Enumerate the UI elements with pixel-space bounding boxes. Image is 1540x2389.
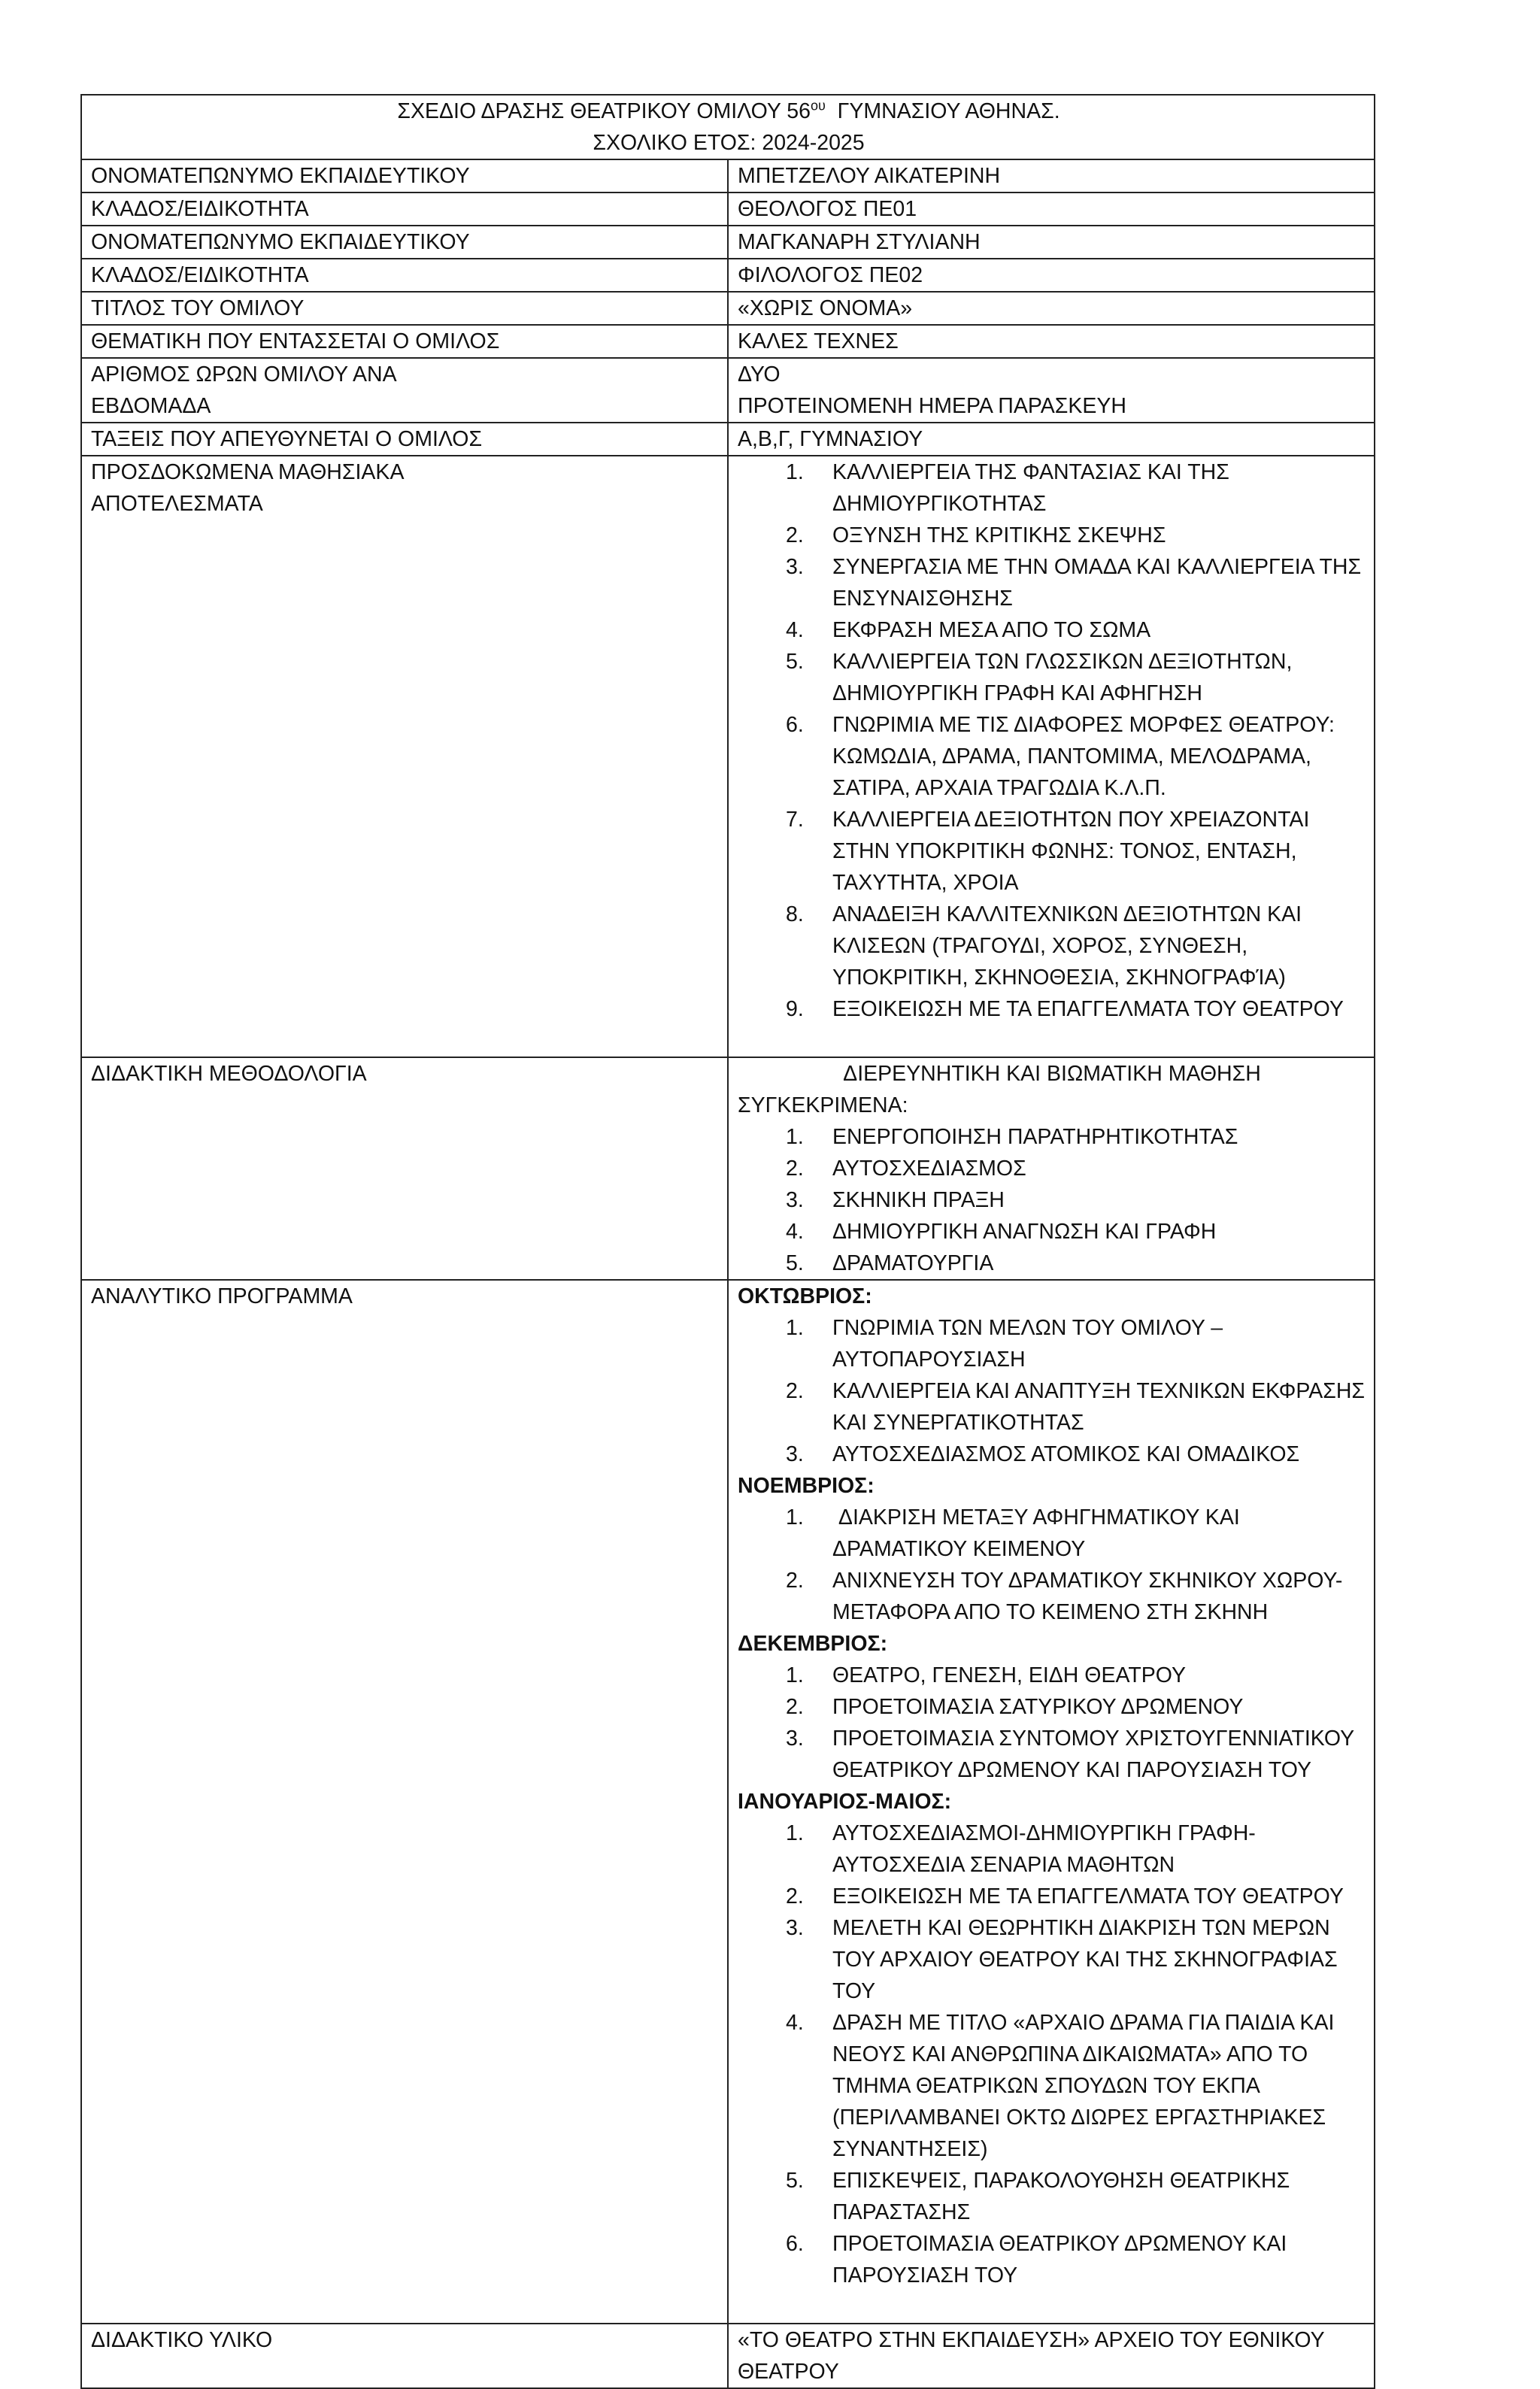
month-list xyxy=(738,1502,1366,1628)
program-row xyxy=(81,1280,1375,2324)
row-value: ΜΠΕΤΖΕΛΟΥ ΑΙΚΑΤΕΡΙΝΗ xyxy=(728,159,1375,193)
row-label: ΚΛΑΔΟΣ/ΕΙΔΙΚΟΤΗΤΑ xyxy=(81,259,728,292)
action-plan-table xyxy=(80,94,1375,2389)
list-item-text: ΚΑΛΛΙΕΡΓΕΙΑ ΔΕΞΙΟΤΗΤΩΝ ΠΟΥ ΧΡΕΙΑΖΟΝΤΑΙ ΣΤΗΝ ΥΠΟΚΡΙΤΙΚΗ ΦΩΝΗΣ: ΤΟΝΟΣ, ΕΝΤΑΣΗ, ΤΑΧΥΤΗΤΑ, ΧΡΟΙΑ xyxy=(832,808,1316,895)
list-item-text: ΔΡΑΣΗ ΜΕ ΤΙΤΛΟ «ΑΡΧΑΙΟ ΔΡΑΜΑ ΓΙΑ ΠΑΙΔΙΑ ΚΑΙ ΝΕΟΥΣ ΚΑΙ ΑΝΘΡΩΠΙΝΑ ΔΙΚΑΙΩΜΑΤΑ» ΑΠΟ ΤΟ ΤΜΗΜΑ ΘΕΑΤΡΙΚΩΝ ΣΠΟΥΔΩΝ ΤΟΥ ΕΚΠΑ (ΠΕΡΙΛΑΜΒΑΝΕΙ ΟΚΤΩ ΔΙΩΡΕΣ ΕΡΓΑΣΤΗΡΙΑΚΕΣ ΣΥΝΑΝΤΗΣΕΙΣ) xyxy=(832,2011,1341,2161)
table-row xyxy=(81,159,1375,193)
list-item xyxy=(738,1216,1366,1248)
hours-label-line: ΑΡΙΘΜΟΣ ΩΡΩΝ ΟΜΙΛΟΥ ΑΝΑ xyxy=(91,362,397,387)
list-item-number: 2. xyxy=(786,1695,804,1719)
list-item-text: ΠΡΟΕΤΟΙΜΑΣΙΑ ΣΥΝΤΟΜΟΥ ΧΡΙΣΤΟΥΓΕΝΝΙΑΤΙΚΟΥ ΘΕΑΤΡΙΚΟΥ ΔΡΩΜΕΝΟΥ ΚΑΙ ΠΑΡΟΥΣΙΑΣΗ ΤΟΥ xyxy=(832,1727,1360,1782)
list-item-text: ΣΚΗΝΙΚΗ ΠΡΑΞΗ xyxy=(832,1188,1005,1212)
outcomes-list xyxy=(738,456,1366,1025)
material-value: «ΤΟ ΘΕΑΤΡΟ ΣΤΗΝ ΕΚΠΑΙΔΕΥΣΗ» ΑΡΧΕΙΟ ΤΟΥ ΕΘΝΙΚΟΥ ΘΕΑΤΡΟΥ xyxy=(728,2324,1375,2388)
list-item xyxy=(738,456,1366,520)
table-row xyxy=(81,193,1375,226)
proposed-day: ΠΡΟΤΕΙΝΟΜΕΝΗ ΗΜΕΡΑ ΠΑΡΑΣΚΕΥΗ xyxy=(738,394,1126,418)
title-superscript: ου xyxy=(810,98,826,114)
school-year: ΣΧΟΛΙΚΟ ΕΤΟΣ: 2024-2025 xyxy=(593,131,865,155)
list-item xyxy=(738,1248,1366,1279)
row-value: ΘΕΟΛΟΓΟΣ ΠΕ01 xyxy=(728,193,1375,226)
title-suffix: ΓΥΜΝΑΣΙΟΥ ΑΘΗΝΑΣ. xyxy=(825,99,1060,123)
month-heading: ΙΑΝΟΥΑΡΙΟΣ-ΜΑΙΟΣ: xyxy=(738,1790,952,1814)
list-item-number: 1. xyxy=(786,1821,804,1845)
list-item-text: ΓΝΩΡΙΜΙΑ ΤΩΝ ΜΕΛΩΝ ΤΟΥ ΟΜΙΛΟΥ – ΑΥΤΟΠΑΡΟΥΣΙΑΣΗ xyxy=(832,1316,1228,1372)
list-item xyxy=(738,2165,1366,2228)
list-item xyxy=(738,1439,1366,1470)
list-item-text: ΠΡΟΕΤΟΙΜΑΣΙΑ ΣΑΤΥΡΙΚΟΥ ΔΡΩΜΕΝΟΥ xyxy=(832,1695,1244,1719)
row-label: ΟΝΟΜΑΤΕΠΩΝΥΜΟ ΕΚΠΑΙΔΕΥΤΙΚΟΥ xyxy=(81,159,728,193)
list-item-number: 1. xyxy=(786,1125,804,1149)
list-item-number: 2. xyxy=(786,523,804,547)
list-item-text: ΚΑΛΛΙΕΡΓΕΙΑ ΤΩΝ ΓΛΩΣΣΙΚΩΝ ΔΕΞΙΟΤΗΤΩΝ, ΔΗΜΙΟΥΡΓΙΚΗ ΓΡΑΦΗ ΚΑΙ ΑΦΗΓΗΣΗ xyxy=(832,650,1297,705)
program-value xyxy=(728,1280,1375,2324)
list-item-text: ΣΥΝΕΡΓΑΣΙΑ ΜΕ ΤΗΝ ΟΜΑΔΑ ΚΑΙ ΚΑΛΛΙΕΡΓΕΙΑ ΤΗΣ ΕΝΣΥΝΑΙΣΘΗΣΗΣ xyxy=(832,555,1368,611)
list-item xyxy=(738,1818,1366,1881)
list-item-text: ΑΥΤΟΣΧΕΔΙΑΣΜΟΣ xyxy=(832,1157,1026,1181)
list-item-number: 2. xyxy=(786,1884,804,1908)
list-item-text: ΑΝΙΧΝΕΥΣΗ ΤΟΥ ΔΡΑΜΑΤΙΚΟΥ ΣΚΗΝΙΚΟΥ ΧΩΡΟΥ-ΜΕΤΑΦΟΡΑ ΑΠΟ ΤΟ ΚΕΙΜΕΝΟ ΣΤΗ ΣΚΗΝΗ xyxy=(832,1569,1343,1624)
hours-value xyxy=(728,358,1375,423)
list-item-number: 2. xyxy=(786,1379,804,1403)
list-item xyxy=(738,993,1366,1025)
month-list xyxy=(738,1660,1366,1786)
list-item xyxy=(738,804,1366,899)
list-item-text: ΑΥΤΟΣΧΕΔΙΑΣΜΟΣ ΑΤΟΜΙΚΟΣ ΚΑΙ ΟΜΑΔΙΚΟΣ xyxy=(832,1442,1300,1466)
list-item xyxy=(738,614,1366,646)
title-prefix: ΣΧΕΔΙΟ ΔΡΑΣΗΣ ΘΕΑΤΡΙΚΟΥ ΟΜΙΛΟΥ 56 xyxy=(397,99,811,123)
row-value: ΜΑΓΚΑΝΑΡΗ ΣΤΥΛΙΑΝΗ xyxy=(728,226,1375,259)
methodology-row xyxy=(81,1057,1375,1280)
row-label: ΚΛΑΔΟΣ/ΕΙΔΙΚΟΤΗΤΑ xyxy=(81,193,728,226)
row-value: ΦΙΛΟΛΟΓΟΣ ΠΕ02 xyxy=(728,259,1375,292)
material-row xyxy=(81,2324,1375,2388)
list-item-text: ΔΗΜΙΟΥΡΓΙΚΗ ΑΝΑΓΝΩΣΗ ΚΑΙ ΓΡΑΦΗ xyxy=(832,1220,1217,1244)
month-heading: ΝΟΕΜΒΡΙΟΣ: xyxy=(738,1474,875,1498)
list-item-number: 3. xyxy=(786,1442,804,1466)
list-item xyxy=(738,1153,1366,1184)
hours-label xyxy=(81,358,728,423)
list-item-number: 3. xyxy=(786,555,804,579)
list-item-number: 6. xyxy=(786,2232,804,2256)
material-label: ΔΙΔΑΚΤΙΚΟ ΥΛΙΚΟ xyxy=(81,2324,728,2388)
list-item-text: ΕΠΙΣΚΕΨΕΙΣ, ΠΑΡΑΚΟΛΟΥΘΗΣΗ ΘΕΑΤΡΙΚΗΣ ΠΑΡΑΣΤΑΣΗΣ xyxy=(832,2169,1296,2224)
outcomes-label-line: ΠΡΟΣΔΟΚΩΜΕΝΑ ΜΑΘΗΣΙΑΚΑ xyxy=(91,460,405,484)
title-row xyxy=(81,95,1375,159)
list-item-text: ΟΞΥΝΣΗ ΤΗΣ ΚΡΙΤΙΚΗΣ ΣΚΕΨΗΣ xyxy=(832,523,1166,547)
list-item-number: 4. xyxy=(786,618,804,642)
list-item-number: 1. xyxy=(786,460,804,484)
list-item-text: ΕΚΦΡΑΣΗ ΜΕΣΑ ΑΠΟ ΤΟ ΣΩΜΑ xyxy=(832,618,1151,642)
month-list xyxy=(738,1312,1371,1470)
list-item xyxy=(738,1565,1366,1628)
list-item xyxy=(738,1723,1366,1786)
list-item-text: ΚΑΛΛΙΕΡΓΕΙΑ ΤΗΣ ΦΑΝΤΑΣΙΑΣ ΚΑΙ ΤΗΣ ΔΗΜΙΟΥΡΓΙΚΟΤΗΤΑΣ xyxy=(832,460,1235,516)
methodology-heading: ΔΙΕΡΕΥΝΗΤΙΚΗ ΚΑΙ ΒΙΩΜΑΤΙΚΗ ΜΑΘΗΣΗ xyxy=(843,1062,1261,1086)
hours-label-line: ΕΒΔΟΜΑΔΑ xyxy=(91,394,211,418)
list-item xyxy=(738,1121,1366,1153)
list-item xyxy=(738,551,1366,614)
list-item-number: 1. xyxy=(786,1505,804,1530)
month-list xyxy=(738,1818,1366,2291)
outcomes-row xyxy=(81,456,1375,1057)
row-label: ΤΙΤΛΟΣ ΤΟΥ ΟΜΙΛΟΥ xyxy=(81,292,728,325)
list-item-number: 3. xyxy=(786,1188,804,1212)
hours-row xyxy=(81,358,1375,423)
list-item xyxy=(738,1660,1366,1691)
list-item-text: ΜΕΛΕΤΗ ΚΑΙ ΘΕΩΡΗΤΙΚΗ ΔΙΑΚΡΙΣΗ ΤΩΝ ΜΕΡΩΝ ΤΟΥ ΑΡΧΑΙΟΥ ΘΕΑΤΡΟΥ ΚΑΙ ΤΗΣ ΣΚΗΝΟΓΡΑΦΙΑΣ ΤΟΥ xyxy=(832,1916,1344,2003)
list-item-text: ΑΥΤΟΣΧΕΔΙΑΣΜΟΙ-ΔΗΜΙΟΥΡΓΙΚΗ ΓΡΑΦΗ- ΑΥΤΟΣΧΕΔΙΑ ΣΕΝΑΡΙΑ ΜΑΘΗΤΩΝ xyxy=(832,1821,1261,1877)
outcomes-label xyxy=(81,456,728,1057)
list-item-number: 5. xyxy=(786,2169,804,2193)
list-item xyxy=(738,2007,1366,2165)
list-item xyxy=(738,1691,1366,1723)
methodology-list xyxy=(738,1121,1366,1279)
list-item xyxy=(738,1184,1366,1216)
row-value: «ΧΩΡΙΣ ΟΝΟΜΑ» xyxy=(728,292,1375,325)
list-item-text: ΠΡΟΕΤΟΙΜΑΣΙΑ ΘΕΑΤΡΙΚΟΥ ΔΡΩΜΕΝΟΥ ΚΑΙ ΠΑΡΟΥΣΙΑΣΗ ΤΟΥ xyxy=(832,2232,1293,2287)
table-row xyxy=(81,325,1375,358)
table-row xyxy=(81,292,1375,325)
list-item-number: 3. xyxy=(786,1916,804,1940)
methodology-value xyxy=(728,1057,1375,1280)
list-item-text: ΕΞΟΙΚΕΙΩΣΗ ΜΕ ΤΑ ΕΠΑΓΓΕΛΜΑΤΑ ΤΟΥ ΘΕΑΤΡΟΥ xyxy=(832,1884,1344,1908)
outcomes-label-line: ΑΠΟΤΕΛΕΣΜΑΤΑ xyxy=(91,492,263,516)
list-item-number: 6. xyxy=(786,713,804,737)
list-item-number: 1. xyxy=(786,1663,804,1687)
document-title xyxy=(91,95,1366,127)
list-item-number: 2. xyxy=(786,1157,804,1181)
list-item xyxy=(738,709,1366,804)
classes-label: ΤΑΞΕΙΣ ΠΟΥ ΑΠΕΥΘΥΝΕΤΑΙ Ο ΟΜΙΛΟΣ xyxy=(81,423,728,456)
methodology-label: ΔΙΔΑΚΤΙΚΗ ΜΕΘΟΔΟΛΟΓΙΑ xyxy=(81,1057,728,1280)
list-item xyxy=(738,2228,1366,2291)
hours-count: ΔΥΟ xyxy=(738,362,781,387)
list-item-text: ΔΙΑΚΡΙΣΗ ΜΕΤΑΞΥ ΑΦΗΓΗΜΑΤΙΚΟΥ ΚΑΙ ΔΡΑΜΑΤΙΚΟΥ ΚΕΙΜΕΝΟΥ xyxy=(832,1505,1245,1561)
month-heading: ΟΚΤΩΒΡΙΟΣ: xyxy=(738,1284,872,1308)
list-item xyxy=(738,1312,1366,1375)
list-item-text: ΘΕΑΤΡΟ, ΓΕΝΕΣΗ, ΕΙΔΗ ΘΕΑΤΡΟΥ xyxy=(832,1663,1187,1687)
classes-value: Α,Β,Γ, ΓΥΜΝΑΣΙΟΥ xyxy=(728,423,1375,456)
list-item-text: ΕΞΟΙΚΕΙΩΣΗ ΜΕ ΤΑ ΕΠΑΓΓΕΛΜΑΤΑ ΤΟΥ ΘΕΑΤΡΟΥ xyxy=(832,997,1344,1021)
list-item xyxy=(738,1881,1366,1912)
list-item xyxy=(738,520,1366,551)
list-item-number: 5. xyxy=(786,1251,804,1275)
list-item-number: 4. xyxy=(786,2011,804,2035)
list-item-text: ΕΝΕΡΓΟΠΟΙΗΣΗ ΠΑΡΑΤΗΡΗΤΙΚΟΤΗΤΑΣ xyxy=(832,1125,1238,1149)
classes-row xyxy=(81,423,1375,456)
list-item xyxy=(738,1375,1371,1439)
outcomes-value xyxy=(728,456,1375,1057)
list-item xyxy=(738,1502,1366,1565)
list-item-number: 8. xyxy=(786,902,804,926)
month-heading: ΔΕΚΕΜΒΡΙΟΣ: xyxy=(738,1632,888,1656)
list-item-text: ΓΝΩΡΙΜΙΑ ΜΕ ΤΙΣ ΔΙΑΦΟΡΕΣ ΜΟΡΦΕΣ ΘΕΑΤΡΟΥ: ΚΩΜΩΔΙΑ, ΔΡΑΜΑ, ΠΑΝΤΟΜΙΜΑ, ΜΕΛΟΔΡΑΜΑ, ΣΑΤΙΡΑ, ΑΡΧΑΙΑ ΤΡΑΓΩΔΙΑ Κ.Λ.Π. xyxy=(832,713,1341,800)
methodology-intro: ΣΥΓΚΕΚΡΙΜΕΝΑ: xyxy=(738,1093,908,1117)
row-value: ΚΑΛΕΣ ΤΕΧΝΕΣ xyxy=(728,325,1375,358)
list-item-number: 7. xyxy=(786,808,804,832)
list-item xyxy=(738,899,1366,993)
list-item-text: ΔΡΑΜΑΤΟΥΡΓΙΑ xyxy=(832,1251,994,1275)
list-item-number: 3. xyxy=(786,1727,804,1751)
list-item xyxy=(738,646,1366,709)
title-cell xyxy=(81,95,1375,159)
list-item-number: 9. xyxy=(786,997,804,1021)
list-item xyxy=(738,1912,1366,2007)
row-label: ΟΝΟΜΑΤΕΠΩΝΥΜΟ ΕΚΠΑΙΔΕΥΤΙΚΟΥ xyxy=(81,226,728,259)
program-label: ΑΝΑΛΥΤΙΚΟ ΠΡΟΓΡΑΜΜΑ xyxy=(81,1280,728,2324)
table-row xyxy=(81,226,1375,259)
list-item-number: 2. xyxy=(786,1569,804,1593)
list-item-number: 1. xyxy=(786,1316,804,1340)
list-item-number: 5. xyxy=(786,650,804,674)
table-row xyxy=(81,259,1375,292)
list-item-text: ΑΝΑΔΕΙΞΗ ΚΑΛΛΙΤΕΧΝΙΚΩΝ ΔΕΞΙΟΤΗΤΩΝ ΚΑΙ ΚΛΙΣΕΩΝ (ΤΡΑΓΟΥΔΙ, ΧΟΡΟΣ, ΣΥΝΘΕΣΗ, ΥΠΟΚΡΙΤΙΚΗ, ΣΚΗΝΟΘΕΣΙΑ, ΣΚΗΝΟΓΡΑΦΊΑ) xyxy=(832,902,1308,990)
row-label: ΘΕΜΑΤΙΚΗ ΠΟΥ ΕΝΤΑΣΣΕΤΑΙ Ο ΟΜΙΛΟΣ xyxy=(81,325,728,358)
list-item-text: ΚΑΛΛΙΕΡΓΕΙΑ ΚΑΙ ΑΝΑΠΤΥΞΗ ΤΕΧΝΙΚΩΝ ΕΚΦΡΑΣΗΣ ΚΑΙ ΣΥΝΕΡΓΑΤΙΚΟΤΗΤΑΣ xyxy=(832,1379,1371,1435)
list-item-number: 4. xyxy=(786,1220,804,1244)
